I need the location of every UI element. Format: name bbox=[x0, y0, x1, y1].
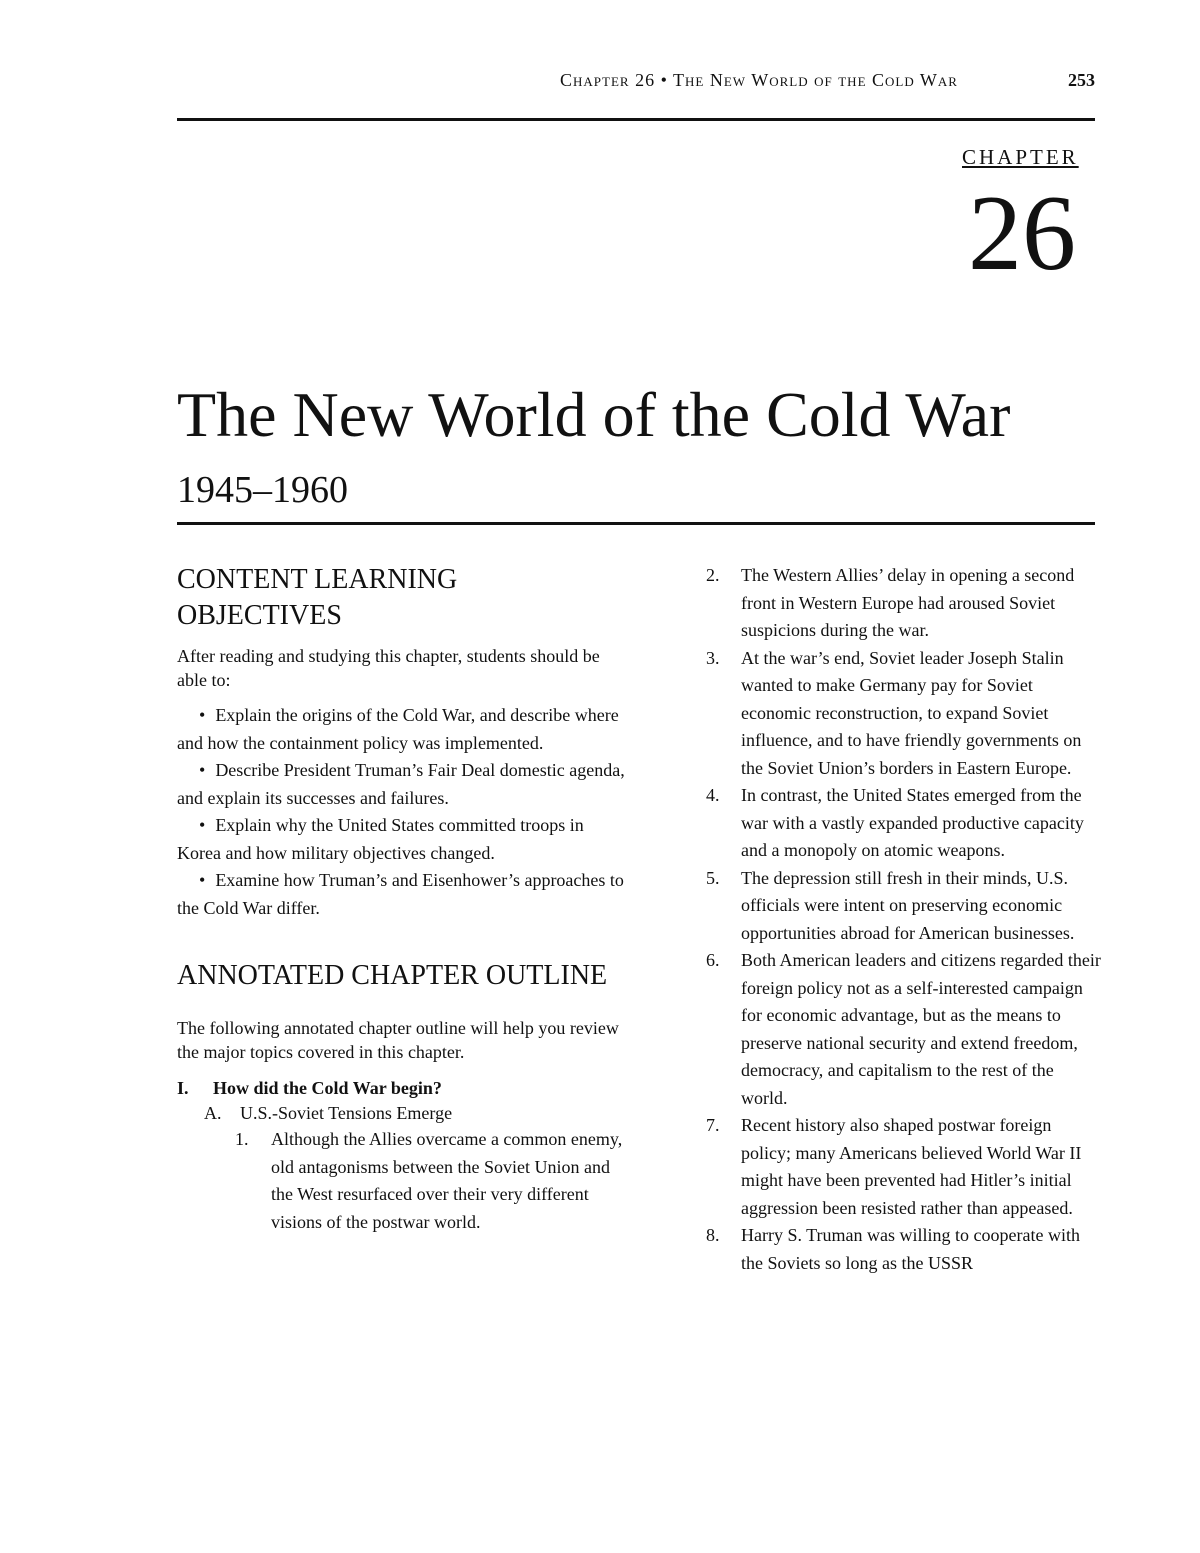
chapter-label: CHAPTER bbox=[962, 145, 1079, 169]
outline-point: 1. Although the Allies overcame a common enemy, old antagonisms between the Soviet Union and the West resurfaced over their very different visions of the postwar world. bbox=[235, 1129, 623, 1232]
objectives-heading: CONTENT LEARNING OBJECTIVES bbox=[177, 564, 458, 631]
outline-subsection bbox=[204, 1103, 627, 1124]
chapter-years: 1945–1960 bbox=[177, 469, 348, 511]
objective-item: • Examine how Truman’s and Eisenhower’s approaches to the Cold War differ. bbox=[177, 870, 624, 918]
chapter-title: The New World of the Cold War bbox=[177, 379, 1011, 450]
objective-item: • Explain the origins of the Cold War, and describe where and how the containment policy was implemented. bbox=[177, 705, 619, 753]
objective-item: • Describe President Truman’s Fair Deal domestic agenda, and explain its successes and failures. bbox=[177, 760, 625, 808]
running-head bbox=[560, 70, 1095, 91]
outline-point: 7. Recent history also shaped postwar foreign policy; many Americans believed World War II might have been prevented had Hitler’s initial aggression been resisted rather than appeased. bbox=[706, 1115, 1082, 1218]
outline-point: 2. The Western Allies’ delay in opening a second front in Western Europe had aroused Soviet suspicions during the war. bbox=[706, 565, 1075, 640]
outline-point: 3. At the war’s end, Soviet leader Joseph Stalin wanted to make Germany pay for Soviet economic reconstruction, to expand Soviet influence, and to have friendly governments on the Soviet Union’s borders in Eastern Europe. bbox=[706, 647, 1082, 778]
left-column bbox=[177, 562, 627, 1236]
outline-section bbox=[177, 1078, 627, 1099]
outline-heading: ANNOTATED CHAPTER OUTLINE bbox=[177, 960, 608, 991]
outline-point: 5. The depression still fresh in their minds, U.S. officials were intent on preserving economic opportunities abroad for American businesses. bbox=[706, 867, 1075, 943]
outline-point: 4. In contrast, the United States emerged from the war with a vastly expanded productive capacity and a monopoly on atomic weapons. bbox=[706, 785, 1084, 860]
subsection-title: U.S.-Soviet Tensions Emerge bbox=[240, 1103, 453, 1123]
outline-point: 6. Both American leaders and citizens regarded their foreign policy not as a self-interested campaign for economic advantage, but as the means to preserve national security and extend freedom, democracy, and capitalism to the rest of the world. bbox=[706, 950, 1101, 1108]
running-head-title: Chapter 26 • The New World of the Cold War bbox=[560, 70, 958, 90]
section-number: I. bbox=[177, 1078, 189, 1098]
right-column bbox=[706, 562, 1101, 1277]
bullet-icon: • bbox=[199, 705, 206, 725]
subsection-number: A. bbox=[204, 1103, 222, 1123]
page-number: 253 bbox=[1068, 70, 1095, 90]
objective-item: • Explain why the United States committed troops in Korea and how military objectives changed. bbox=[177, 815, 584, 863]
outline-intro: The following annotated chapter outline will help you review the major topics covered in this chapter. bbox=[177, 1018, 619, 1062]
objectives-intro: After reading and studying this chapter, students should be able to: bbox=[177, 646, 600, 690]
top-rule bbox=[177, 118, 1095, 121]
bullet-icon: • bbox=[199, 760, 206, 780]
objectives-list bbox=[177, 702, 627, 922]
bullet-icon: • bbox=[199, 815, 206, 835]
title-rule bbox=[177, 522, 1095, 525]
bullet-icon: • bbox=[199, 870, 206, 890]
outline-point: 8. Harry S. Truman was willing to cooperate with the Soviets so long as the USSR bbox=[706, 1225, 1080, 1273]
chapter-number: 26 bbox=[968, 174, 1076, 293]
section-title: How did the Cold War begin? bbox=[213, 1078, 442, 1098]
